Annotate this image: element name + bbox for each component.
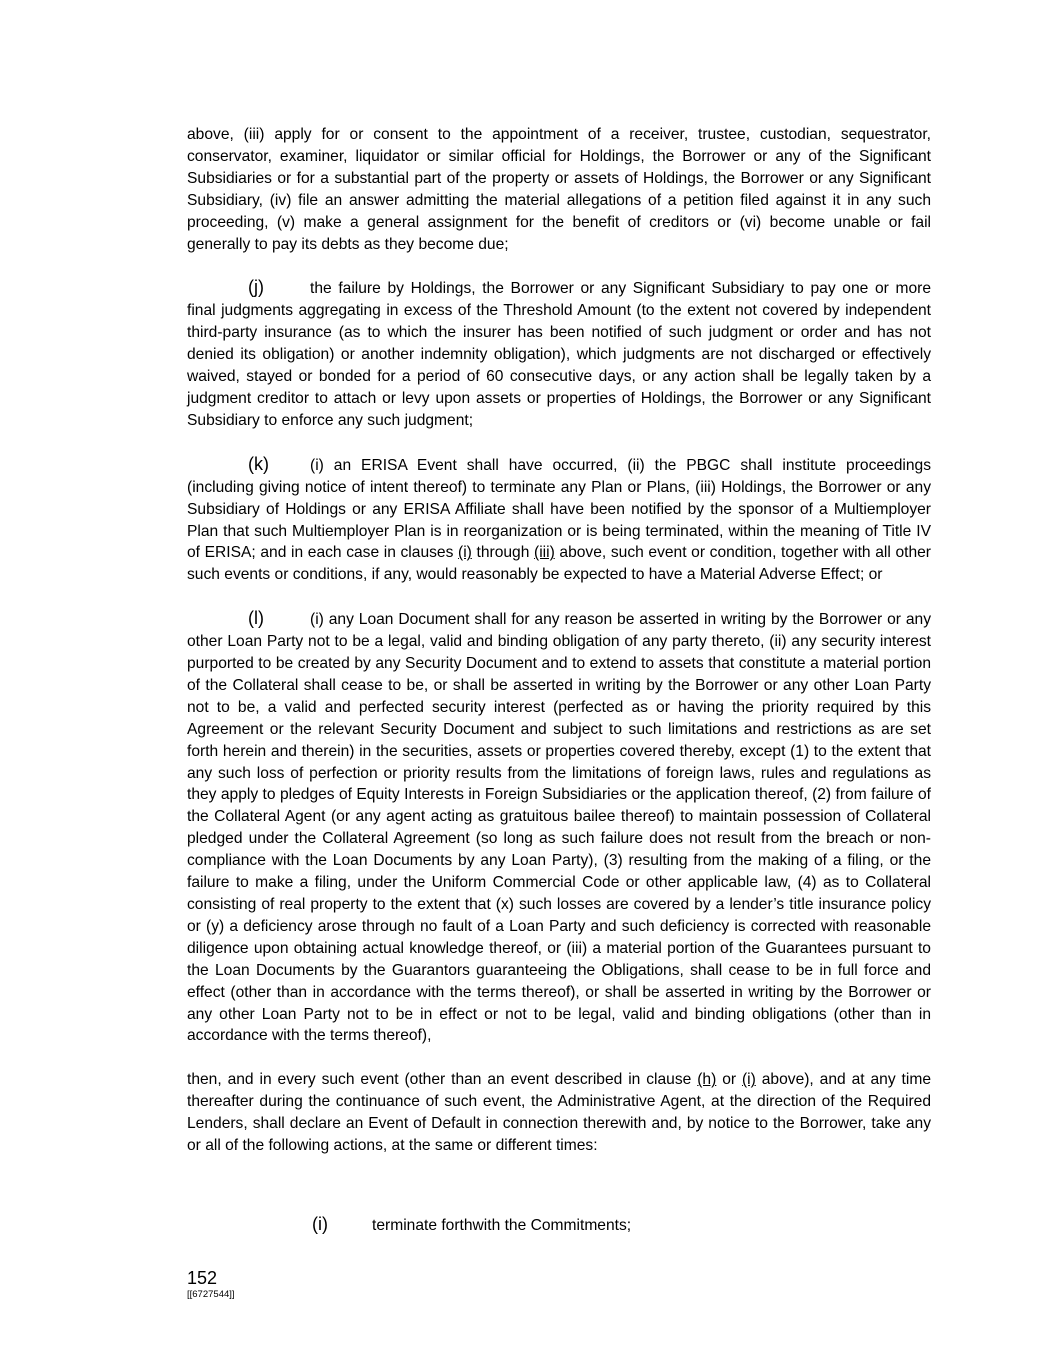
sub-clause-label-i: (i) xyxy=(312,1214,328,1234)
page-number: 152 xyxy=(187,1268,218,1288)
clause-label-l: (l) xyxy=(248,608,264,629)
clause-text-k-b: through xyxy=(471,544,535,562)
clause-label-j: (j) xyxy=(248,277,264,298)
paragraph-j xyxy=(187,277,931,431)
clause-ref-i: (i) xyxy=(458,544,472,562)
then-text-b: or xyxy=(716,1071,742,1089)
clause-text-k-c: above, such event or condition, together with all other such events or conditions, if any, would reasonably be expected to have a Material Adverse Effect; or xyxy=(187,544,931,584)
paragraph-intro: above, (iii) apply for or consent to the appointment of a receiver, trustee, custodian, sequestrator, conservator, examiner, liquidator or similar official for Holdings, the Borrower or any of the Significant Subsidiaries or for a substantial part of the property or assets of Holdings, the Borrower or any Significant Subsidiary, (iv) file an answer admitting the material allegations of a petition filed against it in any such proceeding, (v) make a general assignment for the benefit of creditors or (vi) become unable or fail generally to pay its debts as they become due; xyxy=(187,126,931,253)
clause-text-j: the failure by Holdings, the Borrower or any Significant Subsidiary to pay one or more final judgments aggregating in excess of the Threshold Amount (to the extent not covered by independent third-party insurance (as to which the insurer has been notified of such judgment or order and has not denied its obligation) or another indemnity obligation), which judgments are not discharged or effectively waived, stayed or bonded for a period of 60 consecutive days, or any action shall be legally taken by a judgment creditor to attach or levy upon assets or properties of Holdings, the Borrower or any Significant Subsidiary to enforce any such judgment; xyxy=(187,280,931,429)
paragraph-then xyxy=(187,1069,931,1157)
paragraph-l xyxy=(187,608,931,1047)
then-text-c: above), and at any time thereafter during the continuance of such event, the Administrative Agent, at the direction of the Required Lenders, shall declare an Event of Default in connection therewith and, by notice to the Borrower, take any or all of the following actions, at the same or different times: xyxy=(187,1071,932,1155)
clause-ref-h: (h) xyxy=(697,1071,717,1089)
clause-text-k-a: (i) an ERISA Event shall have occurred, (ii) the PBGC shall institute proceedings (including giving notice of intent thereof) to terminate any Plan or Plans, (iii) Holdings, the Borrower or any Subsidiary of Holdings or any ERISA Affiliate shall have been notified by the sponsor of a Multiemployer Plan that such Multiemployer Plan is in reorganization or is being terminated, within the meaning of Title IV of ERISA; and in each case in clauses xyxy=(187,456,931,562)
clause-ref-i-then: (i) xyxy=(741,1071,756,1089)
clause-ref-iii: (iii) xyxy=(534,544,555,562)
then-text-a: then, and in every such event (other than an event described in clause xyxy=(187,1071,698,1089)
sub-clause-i xyxy=(312,1214,932,1237)
page-footer xyxy=(187,1268,235,1301)
clause-label-k: (k) xyxy=(248,453,269,474)
sub-clause-text-i: terminate forthwith the Commitments; xyxy=(372,1217,632,1234)
paragraph-k xyxy=(187,454,931,586)
document-id: [[6727544]] xyxy=(187,1289,235,1300)
document-body xyxy=(187,124,932,1234)
clause-text-l: (i) any Loan Document shall for any reason be asserted in writing by the Borrower or any other Loan Party not to be a legal, valid and binding obligation of any party thereto, (ii) any security interest purported to be created by any Security Document and to extend to assets that constitute a material portion of the Collateral shall cease to be, or shall be asserted in writing by the Borrower or any other Loan Party not to be, a valid and perfected security interest (perfected as or having the priority required by this Agreement or the relevant Security Document and subject to such limitations and restrictions as are set forth herein and therein) in the securities, assets or properties covered thereby, except (1) to the extent that any such loss of perfection or priority results from the limitations of foreign laws, rules and regulations as they apply to pledges of Equity Interests in Foreign Subsidiaries or the application thereof, (2) from failure of the Collateral Agent (or any agent acting as gratuitous bailee thereof) to maintain possession of Collateral pledged under the Collateral Agreement (so long as such failure does not result from the breach or non-compliance with the Loan Documents by any Loan Party), (3) resulting from the making of a filing, or the failure to make a filing, under the Uniform Commercial Code or other applicable law, (4) as to Collateral consisting of real property to the extent that (x) such losses are covered by a lender’s title insurance policy or (y) a deficiency arose through no fault of a Loan Party and such deficiency is corrected with reasonable diligence upon obtaining actual knowledge thereof, or (iii) a material portion of the Guarantees pursuant to the Loan Documents by the Guarantors guaranteeing the Obligations, shall cease to be in full force and effect (other than in accordance with the terms thereof), or shall be asserted in writing by the Borrower or any other Loan Party not to be in effect or not to be legal, valid and binding obligations (other than in accordance with the terms thereof), xyxy=(187,611,931,1045)
